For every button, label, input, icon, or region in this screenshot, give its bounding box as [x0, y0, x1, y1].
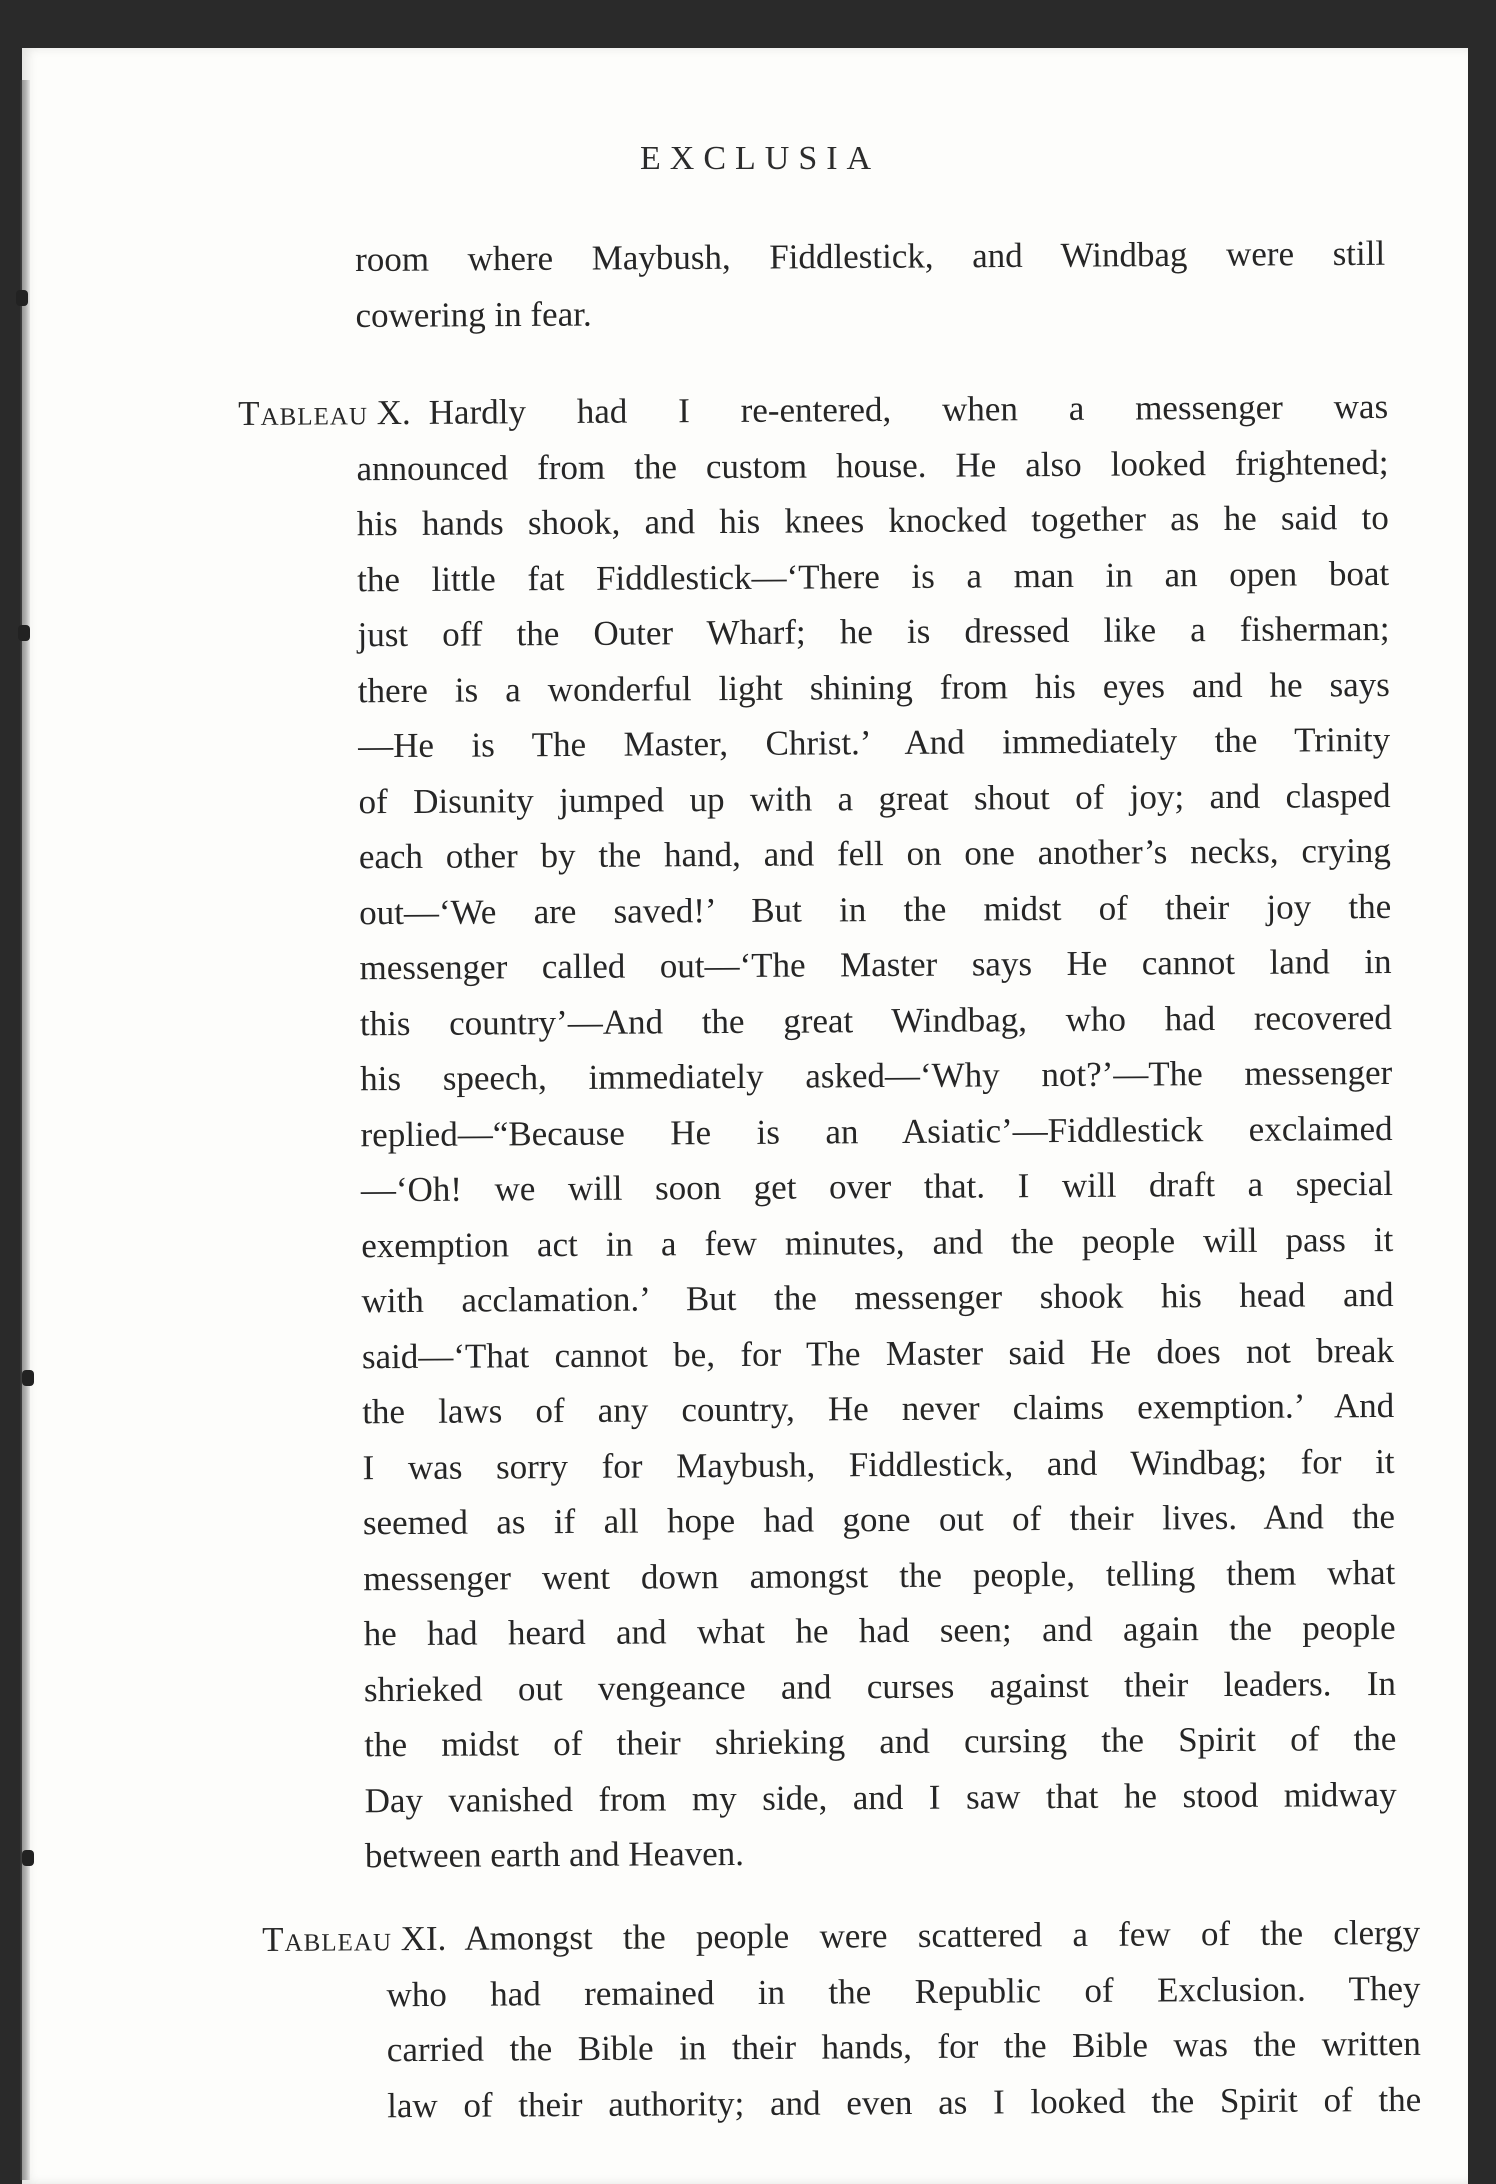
binding-thread-mark [22, 1370, 34, 1386]
text-line: shrieked out vengeance and curses against their leaders. In [363, 1663, 1397, 1709]
text-line: there is a wonderful light shining from his eyes and he says [357, 664, 1390, 710]
text-line: —He is The Master, Christ.’ And immediately the Trinity [358, 719, 1391, 766]
tableau-label: Tableau [262, 1919, 393, 1959]
text-line: law of their authority; and even as I looked the Spirit of the [387, 2079, 1422, 2125]
text-line: this country’—And the great Windbag, who had recovered [359, 997, 1392, 1043]
tableau-x-body [356, 434, 1397, 1883]
text-line: his speech, immediately asked—‘Why not?’—The messenger [360, 1052, 1393, 1099]
text-line: announced from the custom house. He also looked frightened; [356, 442, 1389, 488]
tableau-x-heading [238, 385, 411, 442]
text-line: his hands shook, and his knees knocked together as he said to [356, 497, 1389, 544]
tableau-number: XI. [400, 1918, 447, 1959]
tableau-xi-heading [262, 1911, 447, 1968]
text-line: seemed as if all hope had gone out of their lives. And the [362, 1496, 1396, 1543]
text-line: carried the Bible in their hands, for the Bible was the written [386, 2023, 1421, 2070]
binding-thread-mark [16, 290, 28, 306]
text-line: I was sorry for Maybush, Fiddlestick, and Windbag; for it [362, 1441, 1395, 1487]
text-line: said—‘That cannot be, for The Master said He does not break [361, 1330, 1395, 1376]
text-line: just off the Outer Wharf; he is dressed like a fisherman; [357, 608, 1390, 655]
text-line: with acclamation.’ But the messenger shook his head and [361, 1274, 1394, 1321]
binding-thread-mark [22, 1850, 34, 1866]
tableau-xi-body [386, 1960, 1421, 2133]
text-line: the little fat Fiddlestick—‘There is a man in an open boat [357, 553, 1390, 599]
text-line: out—‘We are saved!’ But in the midst of their joy the [359, 886, 1392, 932]
text-line: —‘Oh! we will soon get over that. I will draft a special [360, 1163, 1394, 1210]
text-line: between earth and Heaven. [364, 1833, 745, 1876]
text-line: Day vanished from my side, and I saw that he stood midway [364, 1774, 1397, 1820]
text-line: each other by the hand, and fell on one another’s necks, crying [358, 830, 1391, 877]
tableau-x-first-line [238, 379, 1388, 442]
text-line: cowering in fear. [355, 294, 592, 335]
binding-thread-mark [18, 625, 30, 641]
text-line: he had heard and what he had seen; and again the people [363, 1607, 1396, 1654]
text-line: replied—“Because He is an Asiatic’—Fiddlestick exclaimed [360, 1108, 1393, 1154]
text-line: the midst of their shrieking and cursing the Spirit of the [364, 1718, 1397, 1765]
tableau-xi-paragraph [262, 1905, 1421, 2134]
text-line: exemption act in a few minutes, and the people will pass it [361, 1219, 1394, 1265]
running-head: EXCLUSIA [640, 140, 881, 177]
tableau-label: Tableau [238, 393, 369, 433]
text-line: who had remained in the Republic of Exclusion. They [386, 1968, 1421, 2014]
text-line: messenger called out—‘The Master says He cannot land in [359, 941, 1392, 988]
text-line: of Disunity jumped up with a great shout of joy; and clasped [358, 775, 1391, 821]
tableau-x-paragraph [238, 379, 1397, 1884]
text-line: messenger went down amongst the people, telling them what [363, 1552, 1396, 1598]
text-line: room where Maybush, Fiddlestick, and Windbag were still [355, 233, 1386, 279]
continuation-paragraph [355, 226, 1386, 343]
tableau-number: X. [376, 392, 411, 433]
text-line: the laws of any country, He never claims exemption.’ And [362, 1385, 1395, 1432]
text-line: Amongst the people were scattered a few of the clergy [464, 1912, 1421, 1958]
tableau-xi-first-line [262, 1905, 1420, 1968]
text-line: Hardly had I re-entered, when a messenger was [428, 386, 1389, 432]
